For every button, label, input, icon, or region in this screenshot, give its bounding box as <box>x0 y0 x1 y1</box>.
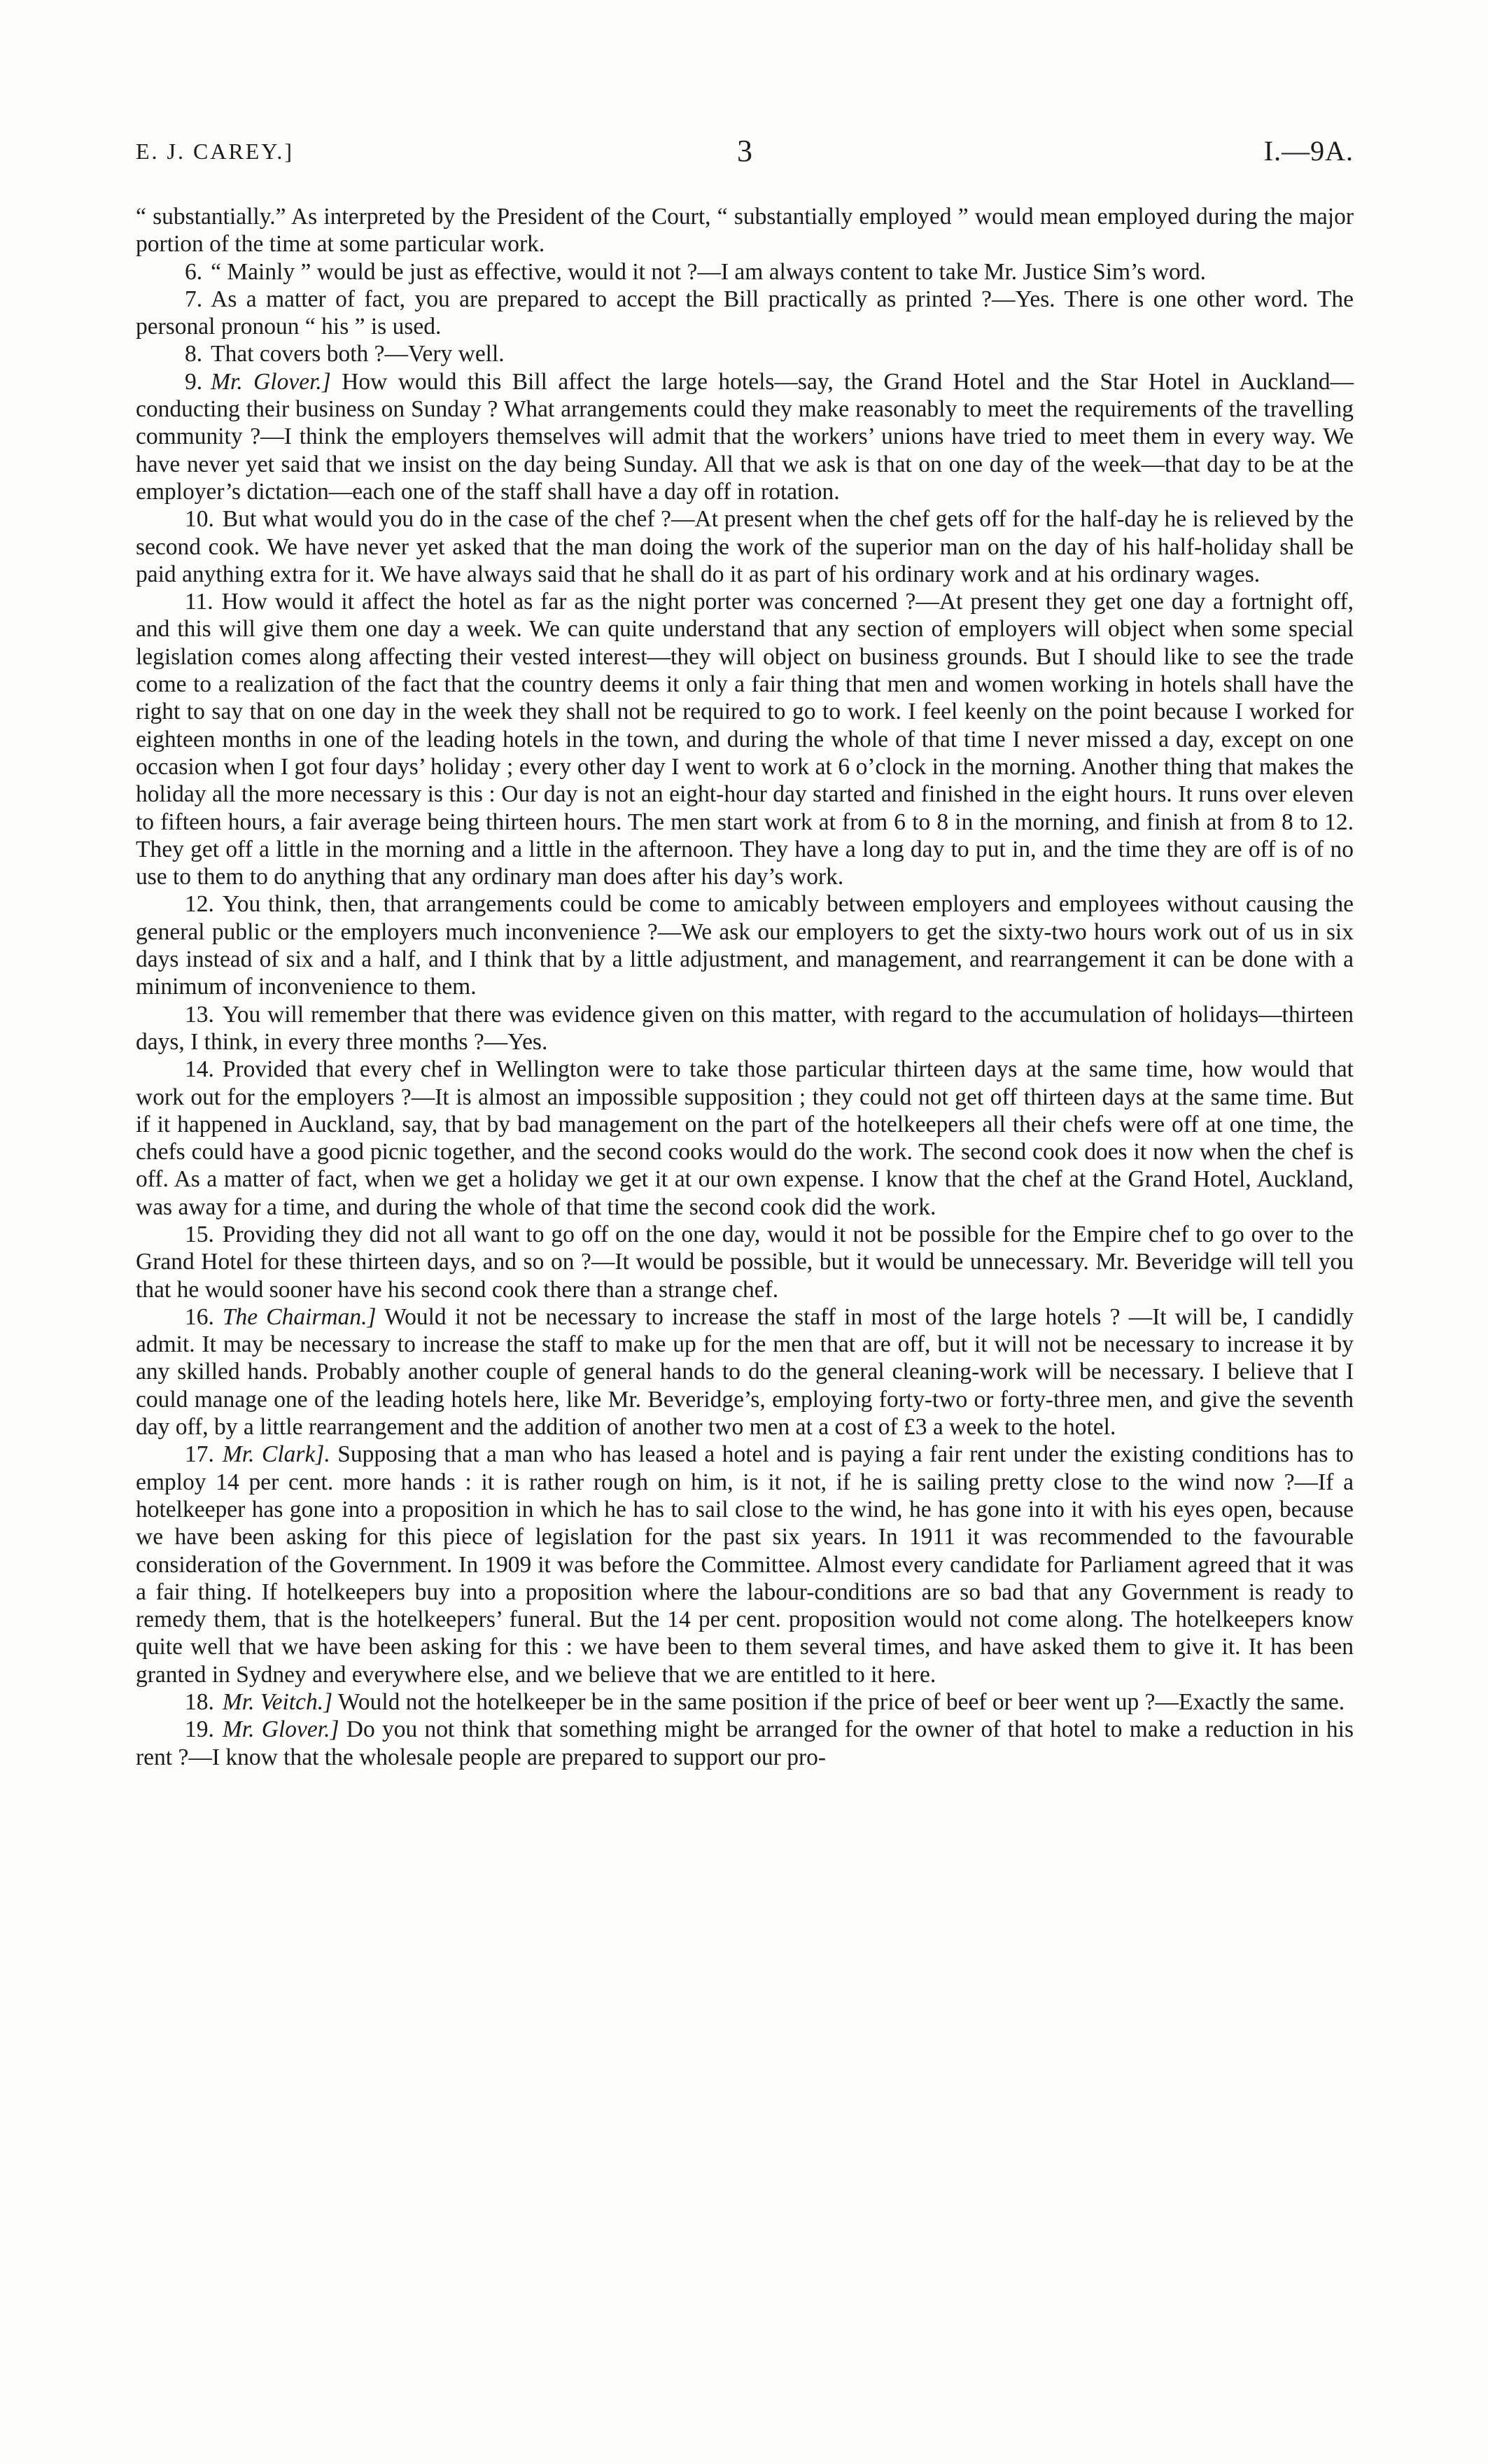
paragraph-text: Providing they did not all want to go off on the one day, would it not be possible for the Empire chef to go over to the Grand Hotel for these thirteen days, and so on ?—It would be possible, but it would be unnecessary. Mr. Beveridge will tell you that he would sooner have his second cook there than a strange chef. <box>136 1221 1354 1303</box>
paragraph-text: Provided that every chef in Wellington were to take those particular thirteen days at the same time, how would that work out for the employers ?—It is almost an impossible supposition ; they could not get off thirteen days at the same time. But if it happened in Auckland, say, that by bad management on the part of the hotelkeepers all their chefs were off at one time, the chefs could have a good picnic together, and the second cooks would do the work. The second cook does it now when the chef is off. As a matter of fact, when we get a holiday we get it at our own expense. I know that the chef at the Grand Hotel, Auckland, was away for a time, and during the whole of that time the second cook did the work. <box>136 1056 1354 1220</box>
paragraph-number: 18. <box>185 1689 214 1716</box>
paragraph-8 <box>136 340 1354 368</box>
paragraph-text: How would it affect the hotel as far as the night porter was concerned ?—At present they get one day a fortnight off, and this will give them one day a week. We can quite understand that any section of employers will object when some special legislation comes along affecting their vested interest—they will object on business grounds. But I should like to see the trade come to a realization of the fact that the country deems it only a fair thing that men and women working in hotels shall have the right to say that on one day in the week they shall not be required to go to work. I feel keenly on the point because I worked for eighteen months in one of the leading hotels in the town, and during the whole of that time I never missed a day, except on one occasion when I got four days’ holiday ; every other day I went to work at 6 o’clock in the morning. Another thing that makes the holiday all the more necessary is this : Our day is not an eight-hour day started and finished in the eight hours. It runs over eleven to fifteen hours, a fair average being thirteen hours. The men start work at from 6 to 8 in the morning, and finish at from 8 to 12. They get off a little in the morning and a little in the afternoon. They have a long day to put in, and the time they are off is of no use to them to do anything that any ordinary man does after his day’s work. <box>136 589 1354 890</box>
paragraph-number: 8. <box>185 341 203 368</box>
page-number: 3 <box>737 134 752 168</box>
paragraph-14 <box>136 1056 1354 1221</box>
paragraph-text: Would not the hotelkeeper be in the same position if the price of beef or beer went up ?—Exactly the same. <box>337 1689 1345 1716</box>
paragraph-number: 9. <box>185 368 203 395</box>
paragraph-text: Do you not think that something might be arranged for the owner of that hotel to make a reduction in his rent ?—I know that the wholesale people are prepared to support our pro- <box>136 1716 1354 1770</box>
continuation-paragraph: “ substantially.” As interpreted by the President of the Court, “ substantially employed ” would mean employed during the major portion of the time at some particular work. <box>136 204 1354 258</box>
paragraph-12 <box>136 890 1354 1000</box>
speaker-name: Mr. Glover.] <box>222 1716 339 1743</box>
paragraph-number: 17. <box>185 1441 214 1468</box>
paragraph-16 <box>136 1303 1354 1441</box>
paragraph-number: 14. <box>185 1056 214 1083</box>
paragraph-text: But what would you do in the case of the chef ?—At present when the chef gets off for the half-day he is relieved by the second cook. We have never yet asked that the man doing the work of the superior man on the day of his half-holiday shall be paid anything extra for it. We have always said that he shall do it as part of his ordinary work and at his ordinary wages. <box>136 506 1354 587</box>
paragraph-text: You will remember that there was evidence given on this matter, with regard to the accumulation of holidays—thirteen days, I think, in every three months ?—Yes. <box>136 1001 1354 1055</box>
paragraph-text: How would this Bill affect the large hotels—say, the Grand Hotel and the Star Hotel in Auckland—conducting their business on Sunday ? What arrangements could they make reasonably to meet the requirements of the travelling community ?—I think the employers themselves will admit that the workers’ unions have tried to meet them in every way. We have never yet said that we insist on the day being Sunday. All that we ask is that on one day of the week—that day to be at the employer’s dictation—each one of the staff shall have a day off in rotation. <box>136 368 1354 505</box>
paragraph-6 <box>136 258 1354 286</box>
paragraph-10 <box>136 505 1354 588</box>
body-text <box>136 203 1354 1771</box>
witness-name: E. J. CAREY.] <box>136 139 294 164</box>
paper-reference: I.—9A. <box>1263 135 1354 167</box>
page-header <box>136 133 1354 175</box>
speaker-name: Mr. Veitch.] <box>222 1689 333 1716</box>
speaker-name: Mr. Glover.] <box>211 368 331 395</box>
paragraph-15 <box>136 1221 1354 1303</box>
paragraph-11 <box>136 588 1354 890</box>
paragraph-number: 15. <box>185 1221 214 1247</box>
paragraph-text: “ Mainly ” would be just as effective, would it not ?—I am always content to take Mr. Justice Sim’s word. <box>211 258 1207 285</box>
paragraph-text: Would it not be necessary to increase the staff in most of the large hotels ? —It will be, I candidly admit. It may be necessary to increase the staff to make up for the men that are off, but it will not be necessary to increase it by any skilled hands. Probably another couple of general hands to do the general cleaning-work will be necessary. I believe that I could manage one of the leading hotels here, like Mr. Beveridge’s, employing forty-two or forty-three men, and give the seventh day off, by a little rearrangement and the addition of another two men at a cost of £3 a week to the hotel. <box>136 1303 1354 1441</box>
paragraph-number: 11. <box>185 589 213 615</box>
paragraph-9 <box>136 368 1354 505</box>
paragraph-number: 19. <box>185 1716 214 1743</box>
paragraph-number: 13. <box>185 1001 214 1028</box>
paragraph-number: 7. <box>185 286 203 312</box>
paragraph-number: 10. <box>185 506 214 533</box>
paragraph-number: 16. <box>185 1303 214 1330</box>
paragraph-text: As a matter of fact, you are prepared to accept the Bill practically as printed ?—Yes. There is one other word. The personal pronoun “ his ” is used. <box>136 286 1354 340</box>
paragraph-17 <box>136 1441 1354 1688</box>
paragraph-19 <box>136 1716 1354 1771</box>
speaker-name: The Chairman.] <box>222 1303 377 1330</box>
paragraph-number: 6. <box>185 258 203 285</box>
paragraph-18 <box>136 1688 1354 1716</box>
paragraph-number: 12. <box>185 891 214 918</box>
paragraph-7 <box>136 286 1354 341</box>
speaker-name: Mr. Clark]. <box>222 1441 330 1468</box>
paragraph-text: Supposing that a man who has leased a hotel and is paying a fair rent under the existing conditions has to employ 14 per cent. more hands : it is rather rough on him, is it not, if he is sailing pretty close to the wind now ?—If a hotelkeeper has gone into a proposition in which he has to sail close to the wind, he has gone into it with his eyes open, because we have been asking for this piece of legislation for the past six years. In 1911 it was recommended to the favourable consideration of the Government. In 1909 it was before the Committee. Almost every candidate for Parliament agreed that it was a fair thing. If hotelkeepers buy into a proposition where the labour-conditions are so bad that any Government is ready to remedy them, that is the hotelkeepers’ funeral. But the 14 per cent. proposition would not come along. The hotelkeepers know quite well that we have been asking for this : we have been to them several times, and have asked them to give it. It has been granted in Sydney and everywhere else, and we believe that we are entitled to it here. <box>136 1441 1354 1688</box>
paragraph-13 <box>136 1001 1354 1056</box>
paragraph-text: You think, then, that arrangements could be come to amicably between employers and employees without causing the general public or the employers much inconvenience ?—We ask our employers to get the sixty-two hours work out of us in six days instead of six and a half, and I think that by a little adjustment, and management, and rearrangement it can be done with a minimum of inconvenience to them. <box>136 891 1354 1000</box>
paragraph-text: That covers both ?—Very well. <box>211 341 505 368</box>
